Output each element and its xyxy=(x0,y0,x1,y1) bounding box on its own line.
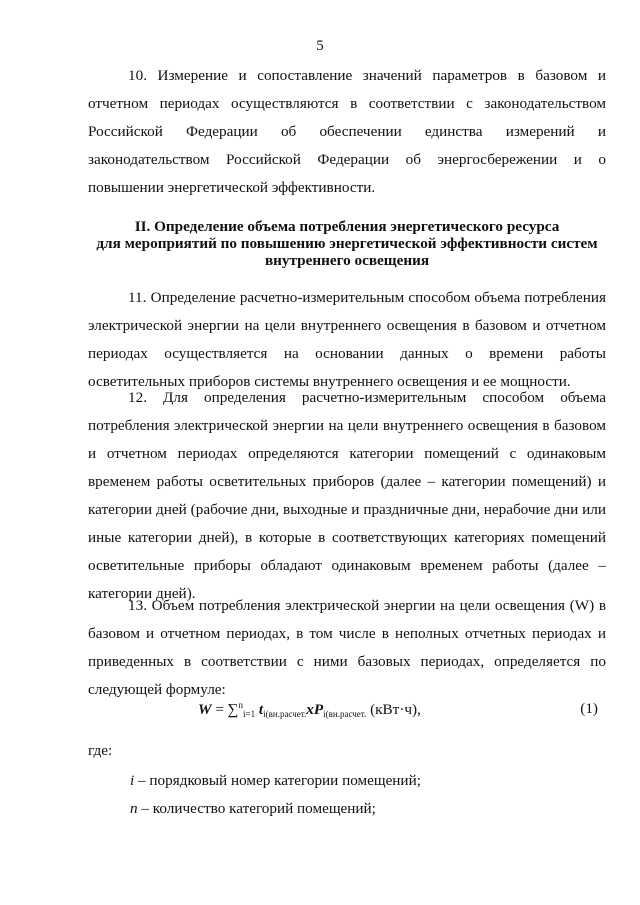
definition-n-symbol: n xyxy=(130,800,138,817)
heading-line-3: внутреннего освещения xyxy=(264,252,430,269)
paragraph-11 xyxy=(88,284,606,396)
formula-row xyxy=(88,698,606,726)
paragraph-10 xyxy=(88,62,606,202)
formula xyxy=(198,700,421,719)
where-label: где: xyxy=(88,742,113,759)
formula-t-subscript: i(вн.расчет. xyxy=(263,709,307,719)
formula-lhs: W xyxy=(198,701,212,718)
paragraph-13 xyxy=(88,592,606,704)
formula-p-subscript: i(вн.расчет. xyxy=(323,709,367,719)
definition-i-symbol: i xyxy=(130,772,135,789)
definition-n xyxy=(130,800,376,818)
paragraph-11-text: 11. Определение расчетно-измерительным способом объема потребления электрической энергии на цели внутреннего освещения в базовом и отчетном периодах осуществляется на основании данных о времени работы осветительных приборов системы внутреннего освещения и ее мощности. xyxy=(88,289,606,390)
formula-p: P xyxy=(313,701,324,718)
definition-i-text: – порядковый номер категории помещений; xyxy=(134,772,421,789)
formula-sum-lower: i=1 xyxy=(243,709,256,719)
formula-units: (кВт·ч), xyxy=(366,701,421,718)
definition-i xyxy=(130,772,421,790)
heading-line-2: для мероприятий по повышению энергетической эффективности систем xyxy=(96,235,598,252)
page-number: 5 xyxy=(316,38,324,54)
paragraph-13-text: 13. Объем потребления электрической энергии на цели освещения (W) в базовом и отчетном периодах, в том числе в неполных отчетных периодах и приведенных в соответствии с ними базовых периодах, определяется по следующей формуле: xyxy=(88,597,606,698)
formula-number: (1) xyxy=(580,700,598,717)
formula-sum-upper: n xyxy=(238,700,244,710)
formula-times: x xyxy=(306,701,314,718)
heading-line-1: II. Определение объема потребления энергетического ресурса xyxy=(134,218,560,235)
formula-t: t xyxy=(258,701,264,718)
formula-sum-sign: = ∑ xyxy=(211,701,239,718)
paragraph-10-text: 10. Измерение и сопоставление значений параметров в базовом и отчетном периодах осуществляются в соответствии с законодательством Российской Федерации об обеспечении единства измерений и законодательством Российской Федерации об энергосбережении и о повышении энергетической эффективности. xyxy=(88,67,606,196)
section-heading xyxy=(88,218,606,269)
definition-n-text: – количество категорий помещений; xyxy=(137,800,376,817)
paragraph-12-text: 12. Для определения расчетно-измерительным способом объема потребления электрической энергии на цели внутреннего освещения в базовом и отчетном периодах определяются категории помещений с одинаковым временем работы осветительных приборов (далее – категории помещений) и категории дней (рабочие дни, выходные и праздничные дни, нерабочие дни или иные категории дней), в которые в соответствующих категориях помещений осветительные приборы обладают одинаковым временем работы (далее – категории дней). xyxy=(88,389,606,602)
paragraph-12 xyxy=(88,384,606,608)
